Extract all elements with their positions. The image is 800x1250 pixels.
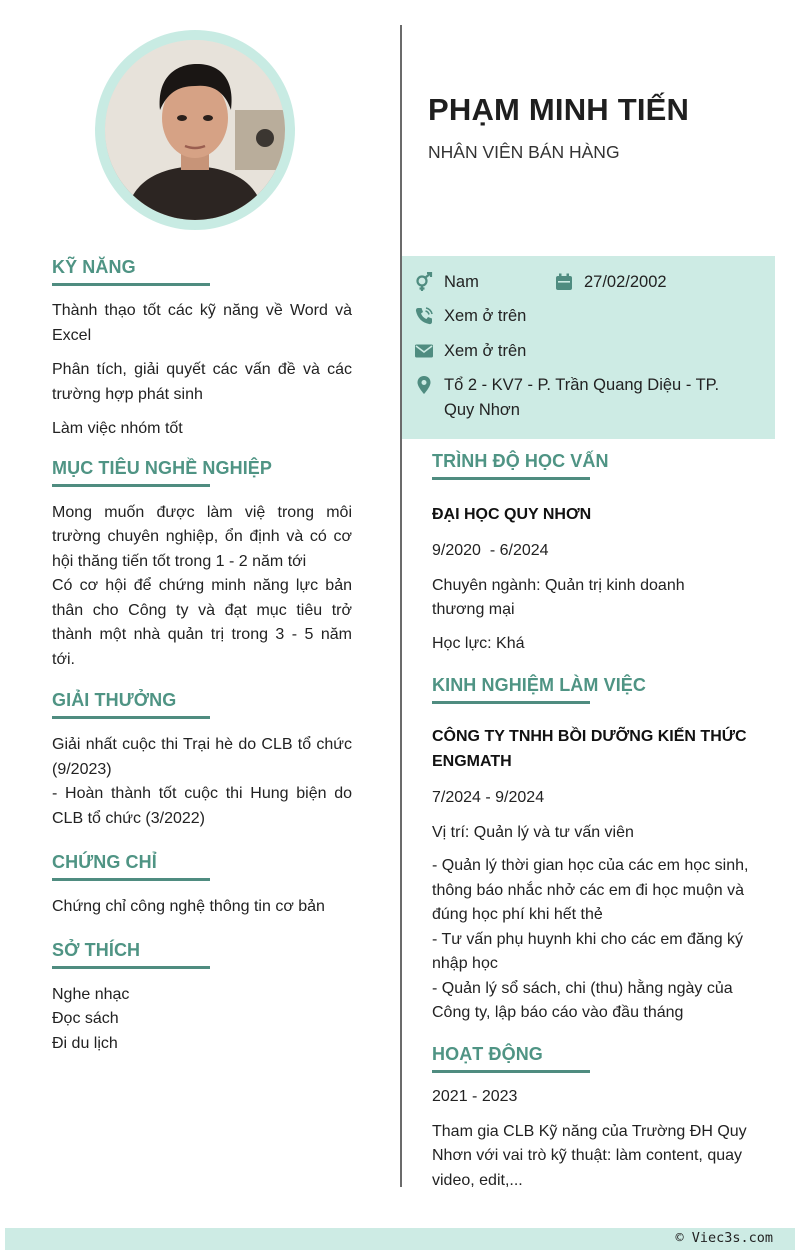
- avatar: [105, 40, 285, 220]
- contact-email: [414, 339, 526, 364]
- hobby-item: Đi du lịch: [52, 1034, 118, 1052]
- footer-credit[interactable]: © Viec3s.com: [675, 1230, 773, 1246]
- column-divider: [400, 25, 402, 1187]
- skill-item: Làm việc nhóm tốt: [52, 420, 183, 437]
- footer-bar: [5, 1228, 795, 1250]
- section-underline: [52, 716, 210, 719]
- certificates-title: CHỨNG CHỈ: [52, 852, 157, 872]
- contact-panel: [402, 256, 775, 439]
- skill-item: Phân tích, giải quyết các vấn đề và các trường hợp phát sinh: [52, 361, 352, 403]
- calendar-icon: [554, 272, 574, 292]
- address-value: Tổ 2 - KV7 - P. Trần Quang Diệu - TP. Quy Nhơn: [444, 376, 720, 419]
- phone-icon: [414, 306, 434, 326]
- activities-section: [432, 1044, 762, 1193]
- full-name: PHẠM MINH TIẾN: [428, 92, 690, 127]
- contact-address: [414, 373, 754, 423]
- skills-section: [52, 257, 352, 442]
- job-title: NHÂN VIÊN BÁN HÀNG: [428, 142, 620, 162]
- contact-gender: [414, 270, 479, 295]
- section-underline: [432, 1070, 590, 1073]
- email-value[interactable]: Xem ở trên: [444, 342, 527, 360]
- education-grade: Học lực: Khá: [432, 634, 525, 652]
- school-name: ĐẠI HỌC QUY NHƠN: [432, 506, 592, 523]
- award-line: Giải nhất cuộc thi Trại hè do CLB tổ chức (9/2023): [52, 736, 352, 778]
- awards-title: GIẢI THƯỞNG: [52, 690, 177, 710]
- hobbies-section: [52, 940, 352, 1057]
- objective-title: MỤC TIÊU NGHỀ NGHIỆP: [52, 457, 273, 478]
- mail-icon: [414, 341, 434, 361]
- skills-title: KỸ NĂNG: [52, 257, 136, 277]
- section-underline: [52, 283, 210, 286]
- activities-description: Tham gia CLB Kỹ năng của Trường ĐH Quy Nhơn với vai trò kỹ thuật: làm content, quay video, edit,...: [432, 1122, 747, 1189]
- section-underline: [432, 701, 590, 704]
- awards-section: [52, 690, 352, 831]
- experience-section: [432, 675, 762, 1026]
- section-underline: [52, 484, 210, 487]
- avatar-ring: [95, 30, 295, 230]
- education-section: [432, 451, 762, 656]
- education-major: Chuyên ngành: Quản trị kinh doanh thương mại: [432, 576, 685, 618]
- experience-position: Vị trí: Quản lý và tư vấn viên: [432, 823, 634, 841]
- duty-item: - Tư vấn phụ huynh khi cho các em đăng ký nhập học: [432, 930, 744, 972]
- skill-item: Thành thạo tốt các kỹ năng về Word và Excel: [52, 302, 352, 344]
- section-underline: [432, 477, 590, 480]
- hobby-item: Nghe nhạc: [52, 985, 130, 1003]
- contact-birthday: [554, 270, 667, 295]
- duty-item: - Quản lý thời gian học của các em học sinh, thông báo nhắc nhở các em đi học muộn và đúng học phí khi hết thẻ: [432, 857, 749, 923]
- company-name: CÔNG TY TNHH BỒI DƯỠNG KIẾN THỨC ENGMATH: [432, 728, 747, 770]
- left-column: [52, 257, 352, 1056]
- gender-value: Nam: [444, 273, 479, 291]
- education-title: TRÌNH ĐỘ HỌC VẤN: [432, 451, 609, 471]
- experience-period: 7/2024 - 9/2024: [432, 789, 545, 806]
- experience-title: KINH NGHIỆM LÀM VIỆC: [432, 675, 647, 695]
- certificate-item: Chứng chỉ công nghệ thông tin cơ bản: [52, 898, 325, 915]
- duty-item: - Quản lý sổ sách, chi (thu) hằng ngày của Công ty, lập báo cáo vào đầu tháng: [432, 979, 733, 1021]
- certificates-section: [52, 852, 352, 920]
- contact-phone: [414, 304, 526, 329]
- objective-line: Có cơ hội để chứng minh năng lực bản thân cho Công ty và đạt mục tiêu trở thành một nhà quản trị trong 3 - 5 năm tới.: [52, 577, 352, 668]
- location-pin-icon: [414, 375, 434, 395]
- objective-section: [52, 458, 352, 673]
- education-period: 9/2020 - 6/2024: [432, 542, 549, 559]
- gender-icon: [414, 272, 434, 292]
- section-underline: [52, 878, 210, 881]
- section-underline: [52, 966, 210, 969]
- birthday-value: 27/02/2002: [584, 273, 667, 291]
- phone-value[interactable]: Xem ở trên: [444, 307, 527, 325]
- objective-line: Mong muốn được làm việ trong môi trường chuyên nghiệp, ổn định và có cơ hội thăng tiến tốt trong 1 - 2 năm tới: [52, 503, 352, 570]
- avatar-photo: [105, 40, 285, 220]
- hobbies-title: SỞ THÍCH: [52, 939, 141, 960]
- activities-title: HOẠT ĐỘNG: [432, 1044, 543, 1064]
- hobby-item: Đọc sách: [52, 1010, 119, 1027]
- award-line: - Hoàn thành tốt cuộc thi Hung biện do CLB tổ chức (3/2022): [52, 785, 352, 827]
- activities-period: 2021 - 2023: [432, 1088, 518, 1105]
